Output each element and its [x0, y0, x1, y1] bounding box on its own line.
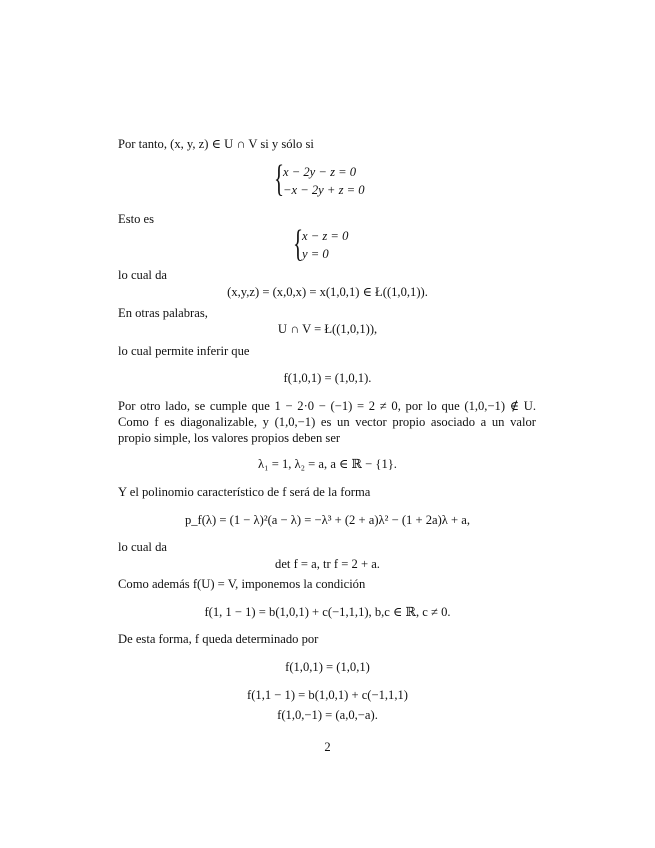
system-of-equations-1: [274, 160, 394, 200]
paragraph-lo-cual-da-1: lo cual da: [118, 268, 167, 282]
left-brace-icon: {: [274, 158, 285, 200]
equation-eigenvalues: λ₁ = 1, λ₂ = a, a ∈ ℝ − {1}.: [258, 457, 397, 471]
equation-final-2: f(1,1 − 1) = b(1,0,1) + c(−1,1,1): [247, 688, 408, 702]
paragraph-lo-cual-da-2: lo cual da: [118, 540, 167, 554]
page-number: 2: [324, 740, 331, 754]
equation-xyz: (x,y,z) = (x,0,x) = x(1,0,1) ∈ Ł((1,0,1)).: [227, 285, 428, 299]
system2-row2: y = 0: [302, 247, 329, 261]
equation-det-tr: det f = a, tr f = 2 + a.: [275, 557, 380, 571]
paragraph-en-otras-palabras: En otras palabras,: [118, 306, 208, 320]
paragraph-por-otro-lado: Por otro lado, se cumple que 1 − 2·0 − (−1) = 2 ≠ 0, por lo que (1,0,−1) ∉ U. Como f es diagonalizable, y (1,0,−1) es un vector propio asociado a un valor propio simple, los valores propios deben ser: [118, 399, 536, 445]
paragraph-inferir: lo cual permite inferir que: [118, 344, 250, 358]
paragraph-por-tanto: Por tanto, (x, y, z) ∈ U ∩ V si y sólo si: [118, 137, 314, 151]
equation-char-polynomial: p_f(λ) = (1 − λ)²(a − λ) = −λ³ + (2 + a)λ² − (1 + 2a)λ + a,: [184, 513, 471, 527]
paragraph-polinomio: Y el polinomio característico de f será de la forma: [118, 485, 371, 499]
paragraph-de-esta-forma: De esta forma, f queda determinado por: [118, 632, 319, 646]
equation-final-3: f(1,0,−1) = (a,0,−a).: [277, 708, 378, 722]
equation-condition: f(1, 1 − 1) = b(1,0,1) + c(−1,1,1), b,c ∈ ℝ, c ≠ 0.: [204, 605, 451, 619]
system-of-equations-2: [293, 225, 373, 265]
equation-final-1: f(1,0,1) = (1,0,1): [285, 660, 370, 674]
system1-row1: x − 2y − z = 0: [283, 165, 357, 179]
paragraph-esto-es: Esto es: [118, 212, 155, 226]
equation-f101: f(1,0,1) = (1,0,1).: [283, 371, 372, 385]
left-brace-icon: {: [293, 223, 304, 265]
system2-row1: x − z = 0: [302, 229, 349, 243]
paragraph-como-ademas: Como además f(U) = V, imponemos la condición: [118, 577, 366, 591]
system1-row2: −x − 2y + z = 0: [283, 183, 365, 197]
equation-intersection: U ∩ V = Ł((1,0,1)),: [277, 322, 378, 336]
